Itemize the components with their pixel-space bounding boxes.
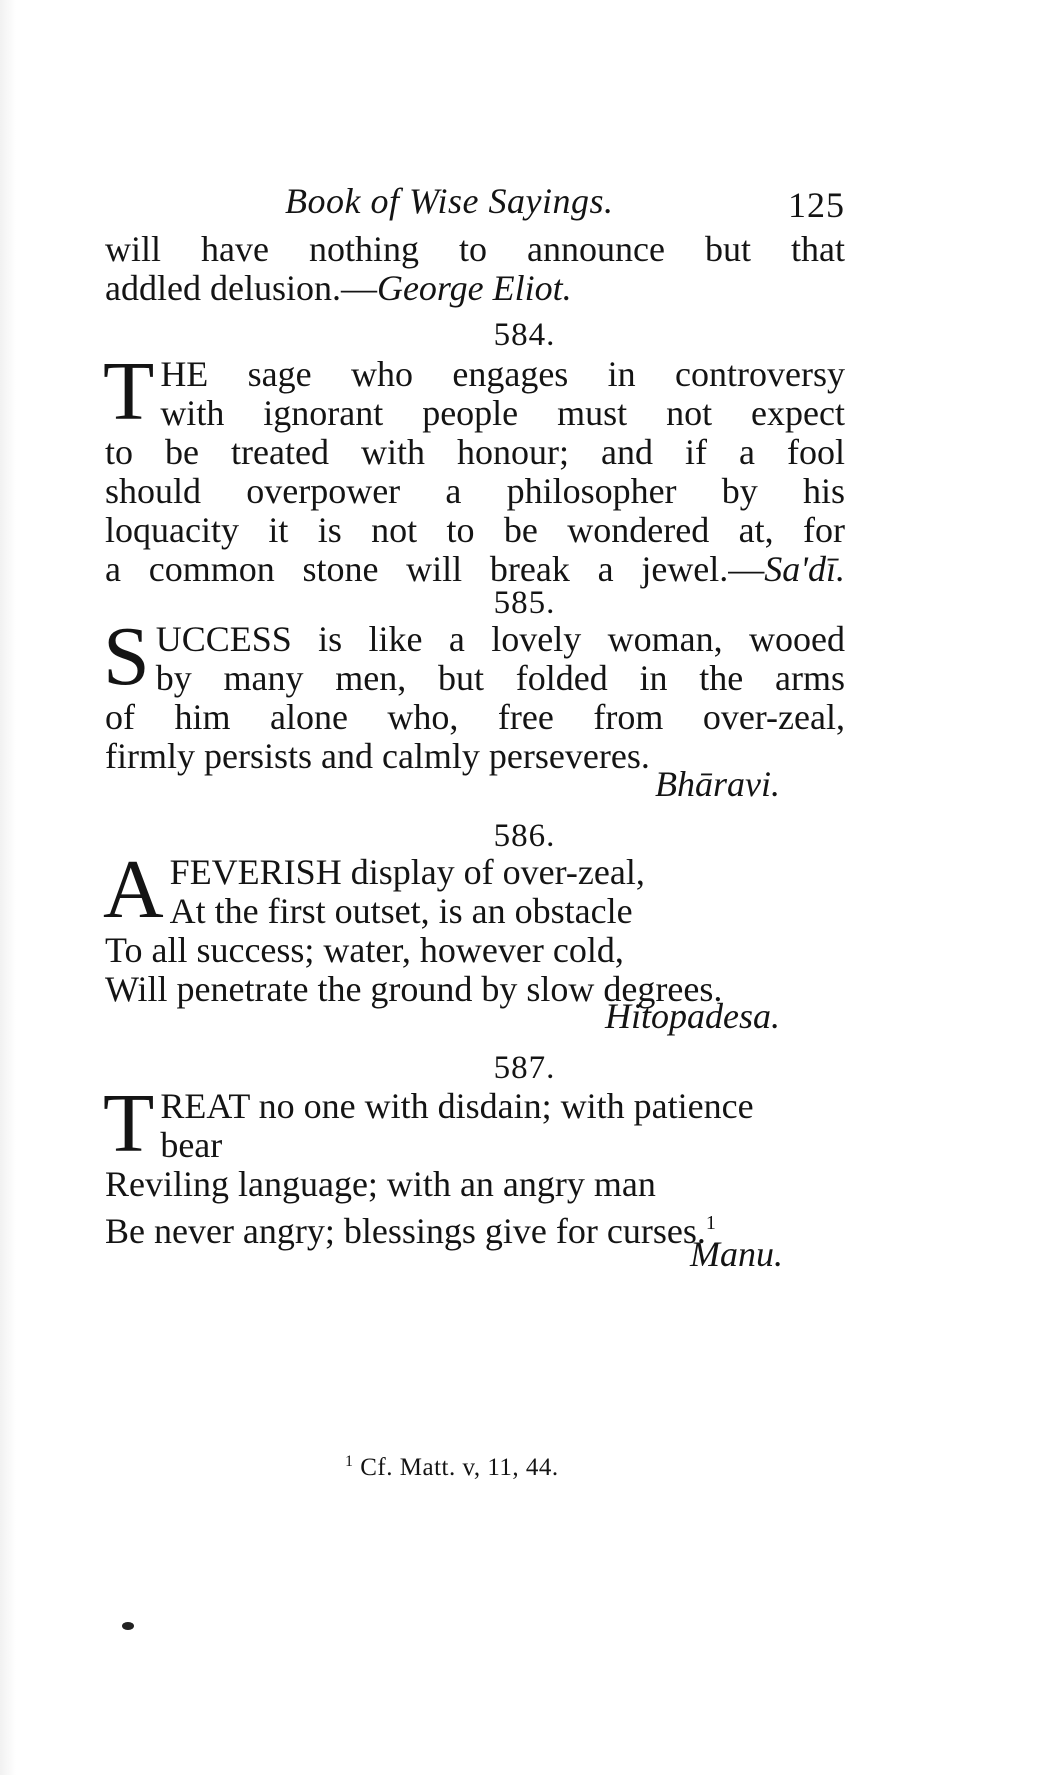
text-line: FEVERISH display of over-zeal,: [169, 852, 645, 892]
saying-body: [103, 610, 845, 703]
text-line: HE sage who engages in controversy: [160, 354, 845, 394]
text-fragment: a common stone will break a jewel.—: [105, 549, 765, 589]
saying-number: 585.: [493, 585, 556, 621]
attribution-author: Sa'dī.: [764, 549, 845, 589]
text-line: firmly persists and calmly perseveres.: [105, 736, 650, 776]
text-line: by many men, but folded in the arms: [155, 658, 845, 698]
saying-584: [103, 345, 845, 589]
text-fragment: addled delusion.—: [105, 268, 377, 308]
saying-body: [103, 843, 845, 936]
text-line: with ignorant people must not expect: [160, 393, 845, 433]
footnote-marker: 1: [345, 1453, 354, 1470]
saying-586: [103, 843, 845, 1009]
text-line: of him alone who, free from over-zeal,: [105, 697, 845, 737]
saying-number: 587.: [493, 1050, 556, 1086]
saying-body: [103, 1077, 845, 1170]
continuation-text: [105, 230, 845, 308]
saying-number: 586.: [493, 818, 556, 854]
attribution-author: Hitopadesa.: [605, 996, 780, 1036]
footnote: [345, 1453, 559, 1482]
text-fragment: Be never angry; blessings give for curses.: [105, 1211, 706, 1251]
text-line: UCCESS is like a lovely woman, wooed: [155, 619, 845, 659]
drop-cap: A: [103, 843, 164, 936]
ink-speck: [122, 1622, 134, 1630]
text-line: Reviling language; with an angry man: [105, 1164, 656, 1204]
text-line: [105, 550, 845, 589]
page-number: 125: [788, 185, 845, 225]
attribution-author: George Eliot.: [376, 268, 572, 308]
drop-cap: T: [103, 345, 155, 438]
saying-body: [103, 345, 845, 438]
text-line: will have nothing to announce but that: [105, 229, 845, 269]
text-line: loquacity it is not to be wondered at, for: [105, 510, 845, 550]
saying-587: [103, 1077, 845, 1251]
attribution-author: Bhāravi.: [655, 764, 780, 804]
text-line: should overpower a philosopher by his: [105, 471, 845, 511]
text-line: to be treated with honour; and if a fool: [105, 432, 845, 472]
text-line: REAT no one with disdain; with patience: [160, 1086, 754, 1126]
text-line: bear: [160, 1125, 223, 1165]
page-edge-shadow: [0, 0, 16, 1775]
saying-585: [103, 610, 845, 776]
attribution-author: Manu.: [690, 1234, 783, 1274]
text-line: [105, 269, 845, 308]
footnote-reference: 1: [705, 1212, 716, 1234]
footnote-text: Cf. Matt. v, 11, 44.: [360, 1454, 559, 1481]
drop-cap: S: [103, 610, 150, 703]
saying-number: 584.: [493, 317, 556, 353]
text-line: At the first outset, is an obstacle: [169, 891, 633, 931]
drop-cap: T: [103, 1077, 155, 1170]
text-line: Will penetrate the ground by slow degrees.: [105, 969, 723, 1009]
running-title: Book of Wise Sayings.: [285, 181, 614, 221]
text-line: To all success; water, however cold,: [105, 930, 624, 970]
